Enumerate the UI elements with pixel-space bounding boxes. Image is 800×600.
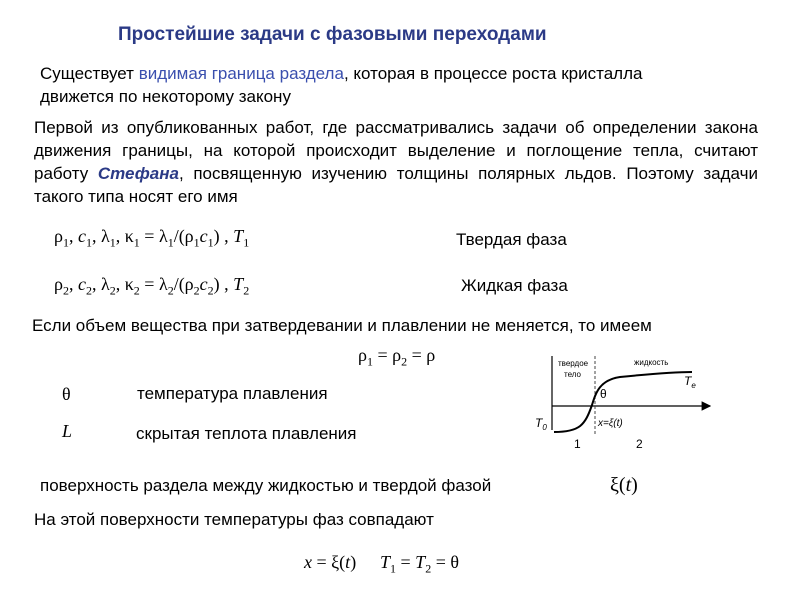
stefan-name: Стефана	[97, 164, 179, 183]
graph-region-2: 2	[636, 437, 643, 451]
temperature-equality: $T_1 = T_2 = \theta$	[380, 552, 459, 576]
coincide-sentence: На этой поверхности температуры фаз совпадают	[34, 510, 434, 529]
solid-phase-label: Твердая фаза	[456, 230, 567, 249]
graph-t0-T: T	[535, 416, 543, 430]
graph-theta-label: θ	[600, 387, 607, 401]
surface-description: поверхность раздела между жидкостью и твердой фазой	[40, 476, 492, 495]
temperature-profile-graph	[530, 350, 720, 458]
graph-liquid-label: жидкость	[634, 358, 669, 367]
theta-symbol: θ	[62, 384, 71, 404]
theta-description: температура плавления	[137, 384, 328, 403]
slide-title: Простейшие задачи с фазовыми переходами	[118, 24, 547, 45]
graph-t0-label	[535, 416, 547, 432]
graph-region-1: 1	[574, 437, 581, 451]
graph-te-label	[684, 374, 696, 390]
intro-highlight: видимая граница раздела	[138, 64, 344, 83]
density-equality: $\rho_1 = \rho_2 = \rho$	[358, 345, 436, 369]
graph-t0-sub: 0	[542, 423, 547, 432]
temperature-curve	[554, 372, 692, 432]
graph-x-label: x=ξ(t)	[598, 418, 623, 429]
intro-text	[40, 62, 660, 108]
xi-of-t: ξ(t)	[610, 474, 638, 496]
intro-after: , которая в процессе роста кристалла движется по некоторому закону	[40, 64, 643, 106]
volume-sentence: Если объем вещества при затвердевании и плавлении не меняется, то имеем	[32, 316, 652, 335]
liquid-phase-label: Жидкая фаза	[461, 276, 568, 295]
paragraph-after: , посвященную изучению толщины полярных льдов. Поэтому задачи такого типа носят его имя	[34, 164, 758, 206]
paragraph-before: Первой из опубликованных работ, где рассматривались задачи об определении закона движения границы, на которой происходит выделение и поглощение тепла, считают работу	[34, 118, 758, 183]
L-description: скрытая теплота плавления	[136, 424, 357, 443]
intro-before: Существует	[40, 64, 139, 83]
boundary-equation: x = ξ(t)	[304, 552, 357, 572]
liquid-phase-formula: $\rho_2$, $c_2$, $\lambda_2$, $\kappa_2 = \lambda_2/(\rho_2c_2)$ , $T_2$	[54, 274, 250, 298]
graph-solid-label-1: твердое	[558, 359, 589, 368]
graph-solid-label-2: тело	[564, 370, 581, 379]
graph-te-sub: e	[691, 381, 696, 390]
graph-te-T: T	[684, 374, 692, 388]
solid-phase-formula: $\rho_1$, $c_1$, $\lambda_1$, $\kappa_1 = \lambda_1/(\rho_1c_1)$ , $T_1$	[54, 226, 250, 250]
stefan-paragraph	[34, 116, 758, 208]
L-symbol: L	[62, 421, 73, 441]
